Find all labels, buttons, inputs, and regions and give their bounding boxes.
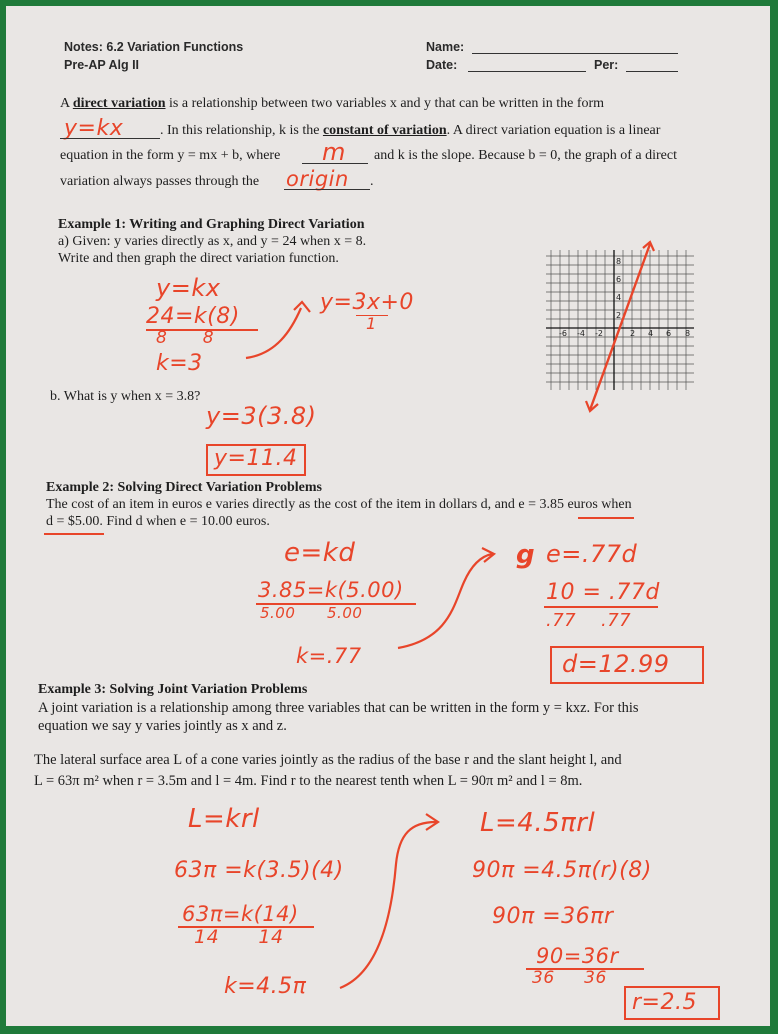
ex3-work-step-4: k=4.5π bbox=[224, 974, 307, 999]
ex3-result-denominators: 36 36 bbox=[532, 968, 607, 988]
ex1-part-b-step-1: y=3(3.8) bbox=[206, 402, 317, 430]
x-tick-label: -4 bbox=[577, 329, 585, 338]
y-tick-label: 6 bbox=[616, 275, 622, 284]
ex3-answer-box bbox=[624, 986, 720, 1020]
ex2-arrow bbox=[394, 544, 514, 654]
example-3-line-4: L = 63π m² when r = 3.5m and l = 4m. Find r to the nearest tenth when L = 90π m² and l = 8m. bbox=[34, 773, 583, 789]
name-blank bbox=[472, 53, 678, 54]
form-blank bbox=[60, 138, 160, 139]
ex1-result-equation: y=3x+0 bbox=[320, 290, 414, 315]
intro-line-3a: equation in the form y = mx + b, where bbox=[60, 148, 281, 163]
intro-line-1: A direct variation is a relationship between two variables x and y that can be written in the form bbox=[60, 96, 605, 111]
ex2-work-step-2: 3.85=k(5.00) bbox=[258, 578, 404, 602]
y-tick-label: 8 bbox=[616, 257, 622, 266]
ex3-answer: r=2.5 bbox=[632, 990, 697, 1015]
example-3-line-3: The lateral surface area L of a cone varies jointly as the radius of the base r and the slant height l, and bbox=[34, 752, 622, 768]
example-1-part-b: b. What is y when x = 3.8? bbox=[50, 389, 201, 404]
date-blank bbox=[468, 71, 586, 72]
y-tick-label: 2 bbox=[616, 311, 622, 320]
page-title: Notes: 6.2 Variation Functions bbox=[64, 40, 244, 54]
x-tick-label: -6 bbox=[559, 329, 567, 338]
ex3-work-step-3: 63π=k(14) bbox=[182, 902, 299, 926]
date-label: Date: bbox=[426, 58, 458, 72]
x-tick-label: 8 bbox=[685, 329, 691, 338]
ex1-work-step-2-denominators: 8 8 bbox=[156, 328, 215, 348]
per-blank bbox=[626, 71, 678, 72]
per-label: Per: bbox=[594, 58, 619, 72]
ex2-result-fraction-bar bbox=[544, 606, 658, 608]
ex2-result-denominators: .77 .77 bbox=[546, 610, 632, 631]
example-2-line-1: The cost of an item in euros e varies directly as the cost of the item in dollars d, and e = 3.85 euros when bbox=[46, 497, 632, 512]
ex2-answer: d=12.99 bbox=[562, 650, 670, 678]
ex1-work-step-2: 24=k(8) bbox=[146, 304, 240, 329]
handwritten-m: m bbox=[322, 138, 346, 166]
ex3-result-step-1: L=4.5πrl bbox=[480, 808, 596, 838]
ex3-result-step-4: 90=36r bbox=[536, 944, 619, 968]
ex1-work-step-3: k=3 bbox=[156, 351, 203, 376]
ex1-result-denominator: 1 bbox=[366, 314, 377, 333]
handwritten-origin: origin bbox=[286, 167, 349, 191]
example-1-heading: Example 1: Writing and Graphing Direct Variation bbox=[58, 217, 365, 232]
m-blank bbox=[302, 163, 368, 164]
ex2-crossed-letter: g bbox=[516, 540, 536, 570]
ex2-underline-d bbox=[44, 533, 104, 535]
example-3-line-2: equation we say y varies jointly as x and z. bbox=[38, 718, 287, 734]
handwritten-form: y=kx bbox=[64, 116, 124, 141]
ex2-work-step-1: e=kd bbox=[284, 538, 356, 568]
intro-line-3b: and k is the slope. Because b = 0, the graph of a direct bbox=[374, 148, 677, 163]
ex3-result-step-3: 90π =36πr bbox=[492, 904, 614, 929]
x-tick-label: 2 bbox=[630, 329, 636, 338]
intro-line-4b: . bbox=[370, 174, 374, 189]
intro-line-4a: variation always passes through the bbox=[60, 174, 260, 189]
worksheet-page bbox=[6, 6, 770, 1026]
ex3-work-step-1: L=krl bbox=[188, 804, 260, 834]
term-direct-variation: direct variation bbox=[72, 96, 166, 111]
ex1-part-b-answer: y=11.4 bbox=[214, 446, 298, 471]
coordinate-grid bbox=[546, 250, 694, 390]
origin-blank bbox=[284, 189, 370, 190]
name-label: Name: bbox=[426, 40, 465, 54]
x-tick-label: 6 bbox=[666, 329, 672, 338]
ex2-underline-e bbox=[578, 517, 634, 519]
ex3-arrow bbox=[336, 804, 446, 1004]
ex2-answer-box bbox=[550, 646, 704, 684]
example-1-part-a-line-1: a) Given: y varies directly as x, and y = 24 when x = 8. bbox=[58, 234, 367, 249]
example-2-heading: Example 2: Solving Direct Variation Problems bbox=[46, 480, 322, 495]
example-3-heading: Example 3: Solving Joint Variation Problems bbox=[38, 682, 308, 697]
term-constant-of-variation: constant of variation bbox=[322, 123, 447, 138]
ex3-work-step-2: 63π =k(3.5)(4) bbox=[174, 858, 344, 883]
ex3-result-step-2: 90π =4.5π(r)(8) bbox=[472, 858, 652, 883]
intro-line-2: . In this relationship, k is the constant of variation. A direct variation equation is a linear bbox=[160, 123, 661, 138]
ex1-work-step-1: y=kx bbox=[156, 274, 221, 302]
ex2-result-step-2: 10 = .77d bbox=[546, 580, 660, 605]
x-tick-label: 4 bbox=[648, 329, 654, 338]
ex2-result-step-1: e=.77d bbox=[546, 540, 638, 568]
x-tick-label: -2 bbox=[595, 329, 603, 338]
ex2-work-step-3: k=.77 bbox=[296, 644, 362, 668]
example-1-part-a-line-2: Write and then graph the direct variation function. bbox=[58, 251, 339, 266]
y-tick-label: 4 bbox=[616, 293, 622, 302]
example-2-line-2: d = $5.00. Find d when e = 10.00 euros. bbox=[46, 514, 270, 529]
course-label: Pre-AP Alg II bbox=[64, 58, 140, 72]
example-3-line-1: A joint variation is a relationship among three variables that can be written in the form y = kxz. For this bbox=[38, 700, 639, 716]
ex1-answer-box bbox=[206, 444, 306, 476]
ex3-work-step-3-denominators: 14 14 bbox=[194, 926, 284, 948]
ex2-work-step-2-denominators: 5.00 5.00 bbox=[260, 604, 363, 622]
